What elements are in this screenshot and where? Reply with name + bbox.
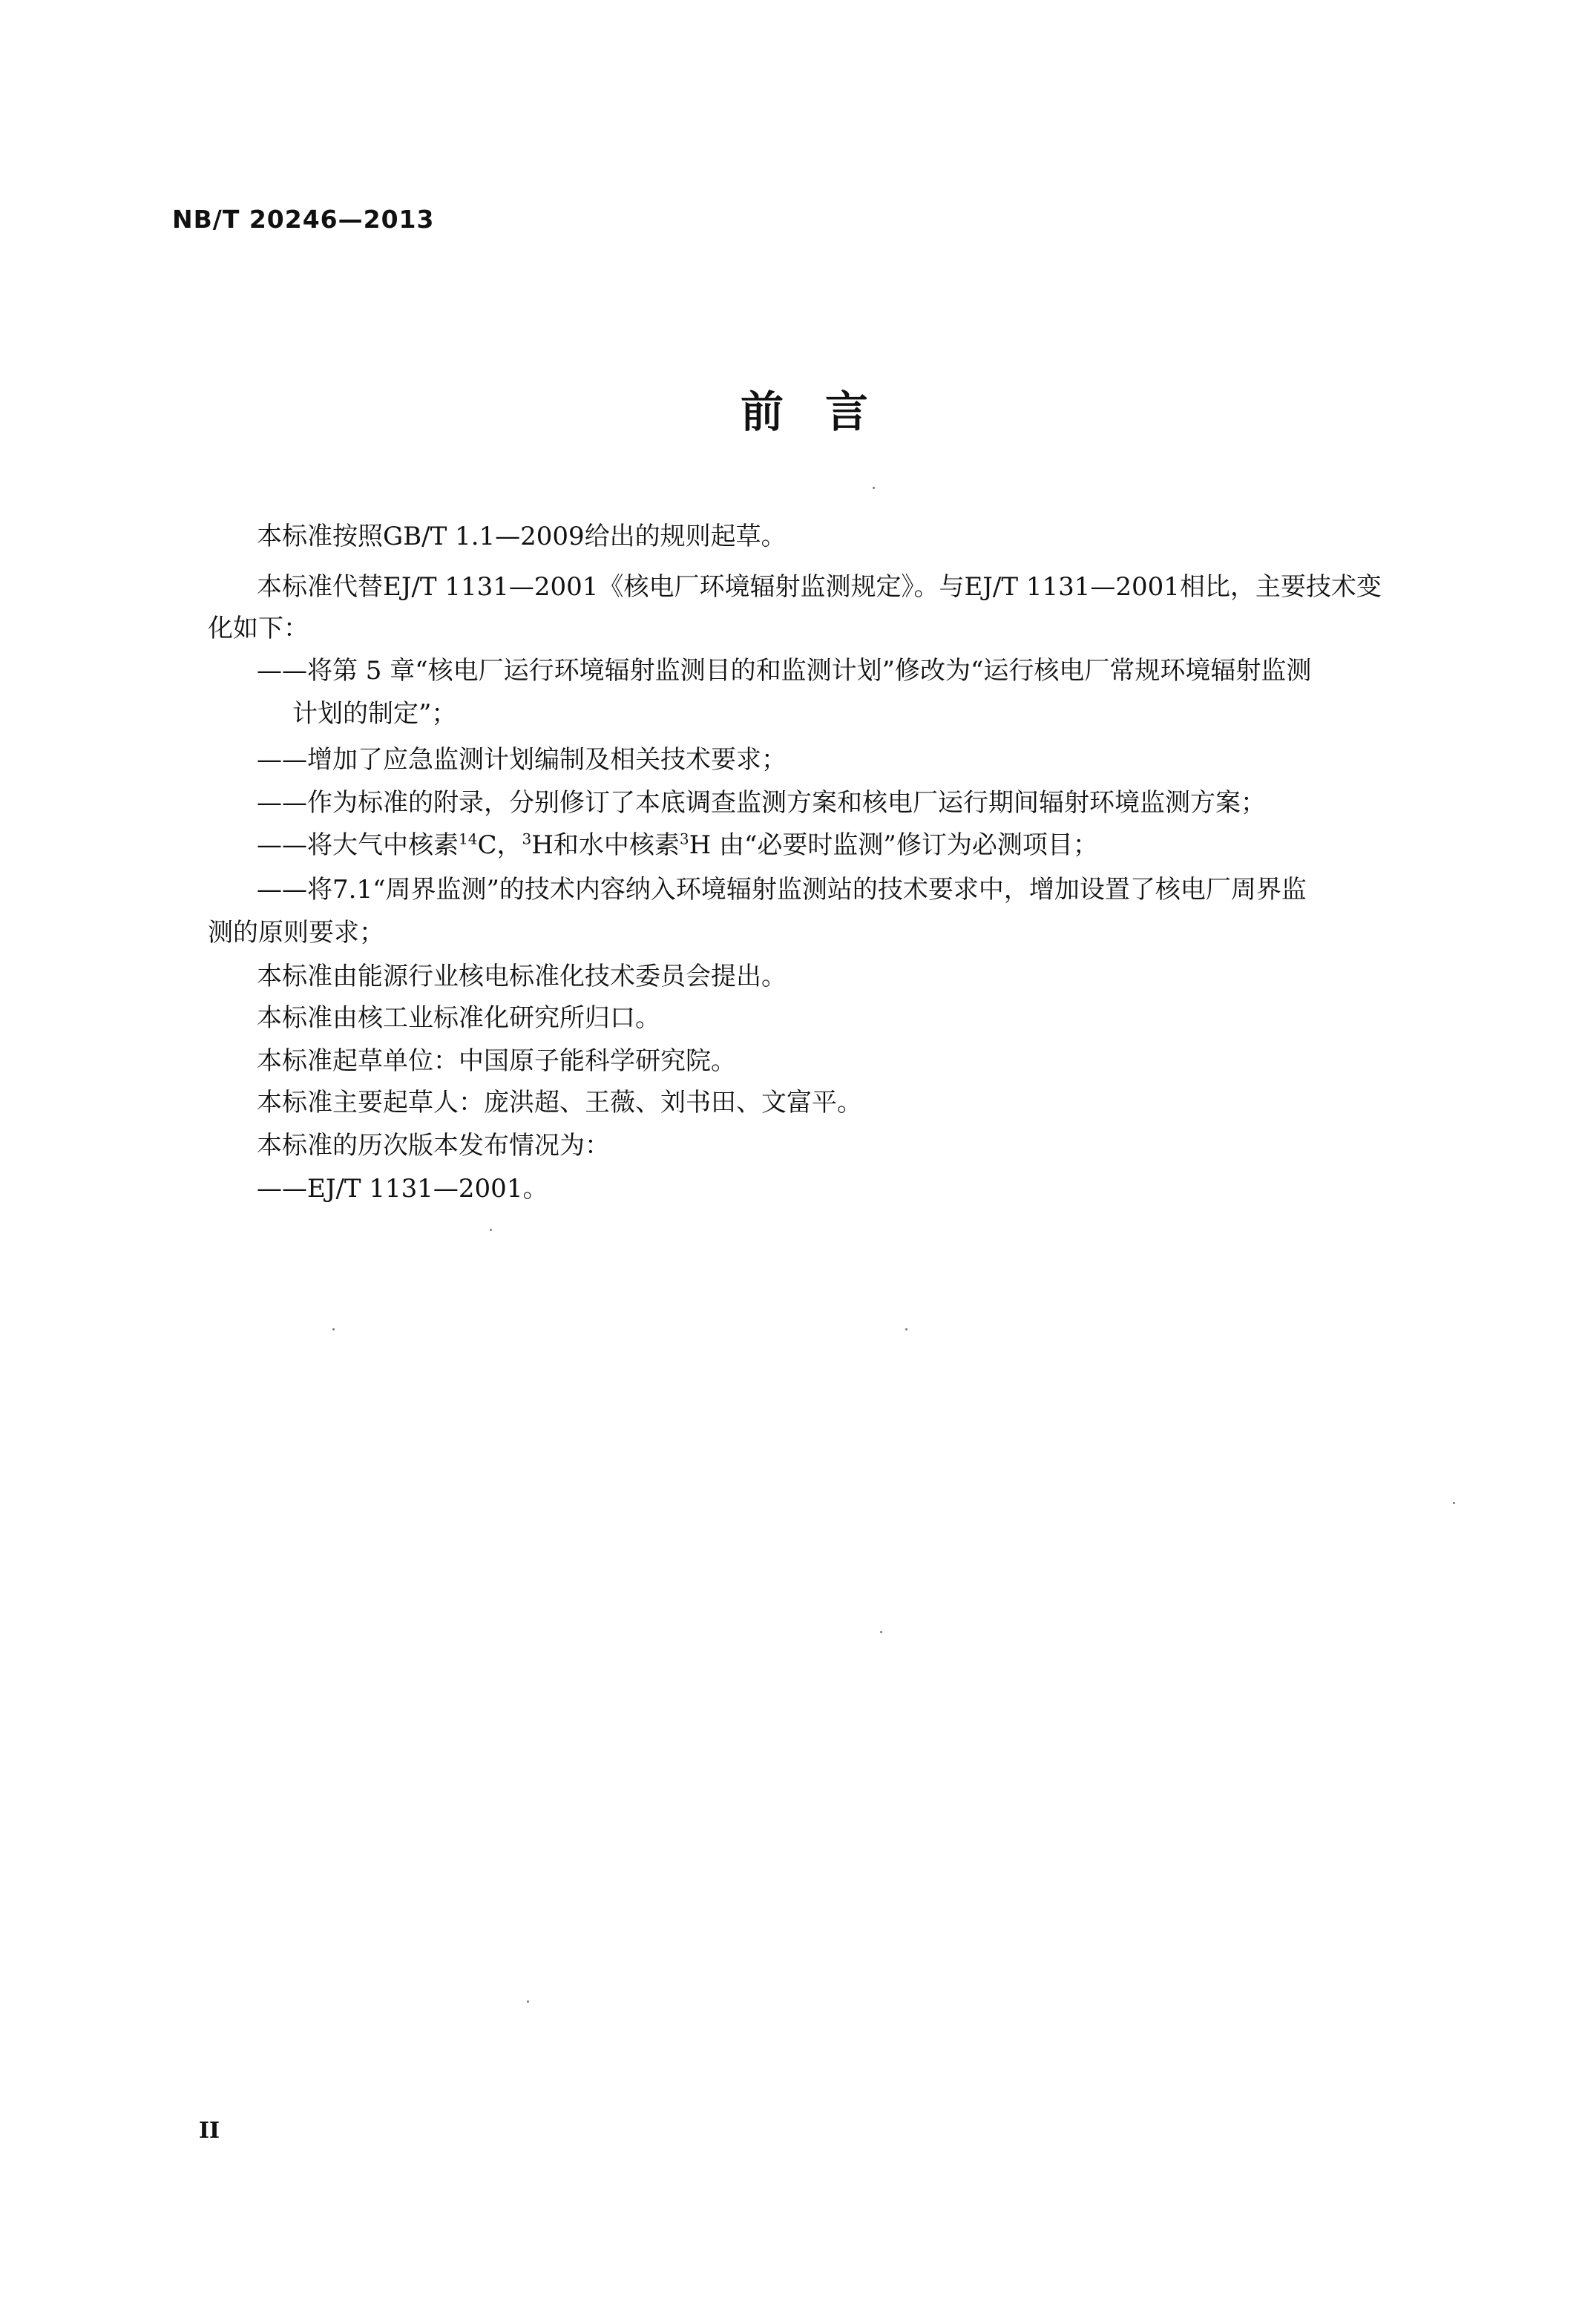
paragraph-proposer: 本标准由能源行业核电标准化技术委员会提出。 xyxy=(257,962,787,991)
change-item-5-line1: ——将7.1“周界监测”的技术内容纳入环境辐射监测站的技术要求中，增加设置了核电厂周界监 xyxy=(257,875,1307,905)
paragraph-replacement-line1: 本标准代替EJ/T 1131—2001《核电厂环境辐射监测规定》。与EJ/T 1131—2001相比，主要技术变 xyxy=(257,572,1382,602)
scan-speck xyxy=(332,1328,335,1330)
page-number: II xyxy=(199,2118,220,2144)
scan-speck xyxy=(1453,1502,1455,1504)
change-item-4-part2: C， xyxy=(477,830,522,860)
paragraph-administrator: 本标准由核工业标准化研究所归口。 xyxy=(257,1003,660,1033)
page-title: 前言 xyxy=(740,387,910,437)
change-item-5-line2: 测的原则要求； xyxy=(208,918,384,948)
change-item-4-part3: H和水中核素 xyxy=(531,830,680,860)
standard-code-header: NB/T 20246—2013 xyxy=(172,205,435,234)
scan-speck xyxy=(527,2000,529,2003)
change-item-1-line2: 计划的制定”； xyxy=(292,699,457,729)
paragraph-drafting-unit: 本标准起草单位：中国原子能科学研究院。 xyxy=(257,1046,736,1076)
scan-speck xyxy=(905,1328,907,1330)
carbon-14-superscript: 14 xyxy=(459,830,478,848)
tritium-superscript-water: 3 xyxy=(679,830,689,848)
scan-speck xyxy=(490,1229,492,1231)
paragraph-drafters: 本标准主要起草人：庞洪超、王薇、刘书田、文富平。 xyxy=(257,1088,862,1117)
paragraph-drafting-rules: 本标准按照GB/T 1.1—2009给出的规则起草。 xyxy=(257,522,787,551)
change-item-1-line1: ——将第 5 章“核电厂运行环境辐射监测目的和监测计划”修改为“运行核电厂常规环境辐射监测 xyxy=(257,656,1312,686)
version-history-item: ——EJ/T 1131—2001。 xyxy=(257,1174,548,1204)
scan-speck xyxy=(873,487,875,489)
scan-speck xyxy=(880,1631,882,1633)
paragraph-replacement-line2: 化如下： xyxy=(208,614,309,643)
change-item-4-prefix: ——将大气中核素 xyxy=(257,830,459,860)
change-item-4-part4: H 由“必要时监测”修订为必测项目； xyxy=(689,830,1098,860)
tritium-superscript-air: 3 xyxy=(522,830,532,848)
paragraph-version-history: 本标准的历次版本发布情况为： xyxy=(257,1131,610,1161)
change-item-3: ——作为标准的附录，分别修订了本底调查监测方案和核电厂运行期间辐射环境监测方案； xyxy=(257,788,1266,818)
change-item-2: ——增加了应急监测计划编制及相关技术要求； xyxy=(257,745,787,775)
change-item-4 xyxy=(257,830,1098,861)
